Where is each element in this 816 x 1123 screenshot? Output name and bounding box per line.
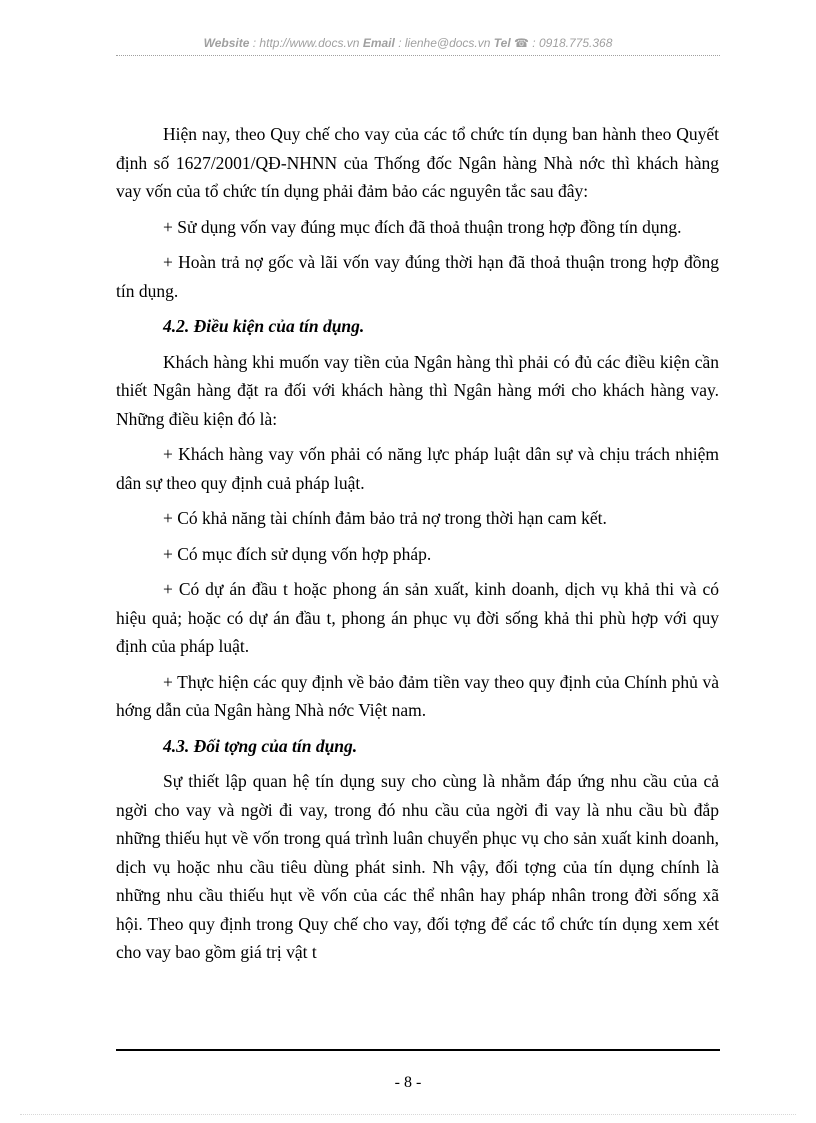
paragraph-condition-project: + Có dự án đầu t hoặc phong án sản xuất, kinh doanh, dịch vụ khả thi và có hiệu quả; hoặc có dự án đầu t, phong án phục vụ đời sống khả thi phù hợp với quy định của pháp luật. (116, 579, 719, 656)
tel-value: ☎ : 0918.775.368 (514, 36, 613, 50)
footer-divider (116, 1049, 720, 1051)
paragraph-principle-purpose: + Sử dụng vốn vay đúng mục đích đã thoả thuận trong hợp đồng tín dụng. (163, 216, 682, 237)
paragraph-condition-legal-purpose: + Có mục đích sử dụng vốn hợp pháp. (163, 543, 432, 564)
paragraph-condition-legal-capacity: + Khách hàng vay vốn phải có năng lực pháp luật dân sự và chịu trách nhiệm dân sự theo quy định cuả pháp luật. (116, 444, 719, 493)
email-value: : lienhe@docs.vn (398, 36, 491, 50)
paragraph-principle-repayment: + Hoàn trả nợ gốc và lãi vốn vay đúng thời hạn đã thoả thuận trong hợp đồng tín dụng. (116, 252, 719, 301)
email-label: Email (362, 36, 395, 50)
paragraph-conditions-intro: Khách hàng khi muốn vay tiền của Ngân hàng thì phải có đủ các điều kiện cần thiết Ngân hàng đặt ra đối với khách hàng thì Ngân hàng mới cho khách hàng vay. Những điều kiện đó là: (116, 351, 719, 429)
page-header (0, 36, 816, 50)
section-heading-credit-objects: 4.3. Đối tợng của tín dụng. (163, 735, 358, 756)
page-body (116, 120, 719, 974)
bottom-border (20, 1114, 796, 1115)
paragraph-credit-objects: Sự thiết lập quan hệ tín dụng suy cho cùng là nhằm đáp ứng nhu cầu của cả ngời cho vay và ngời đi vay, trong đó nhu cầu của ngời đi vay là nhu cầu bù đắp những thiếu hụt về vốn trong quá trình luân chuyển phục vụ cho sản xuất kinh doanh, dịch vụ hoặc nhu cầu tiêu dùng phát sinh. Nh vậy, đối tợng của tín dụng chính là những nhu cầu thiếu hụt về vốn của các thể nhân hay pháp nhân trong đời sống xã hội. Theo quy định trong Quy chế cho vay, đối tợng để các tổ chức tín dụng xem xét cho vay bao gồm giá trị vật t (116, 771, 719, 962)
website-value: : http://www.docs.vn (252, 36, 360, 50)
paragraph-condition-financial: + Có khả năng tài chính đảm bảo trả nợ trong thời hạn cam kết. (163, 508, 607, 528)
tel-label: Tel (493, 36, 511, 50)
header-divider (116, 55, 720, 56)
page-number: - 8 - (394, 1074, 422, 1091)
section-heading-credit-conditions: 4.2. Điều kiện của tín dụng. (163, 316, 365, 336)
paragraph-loan-principles: Hiện nay, theo Quy chế cho vay của các tổ chức tín dụng ban hành theo Quyết định số 1627/2001/QĐ-NHNN của Thống đốc Ngân hàng Nhà nớc thì khách hàng vay vốn của tổ chức tín dụng phải đảm bảo các nguyên tắc sau đây: (116, 124, 719, 201)
website-label: Website (203, 36, 250, 50)
paragraph-condition-collateral: + Thực hiện các quy định về bảo đảm tiền vay theo quy định của Chính phủ và hớng dẫn của Ngân hàng Nhà nớc Việt nam. (116, 671, 719, 720)
